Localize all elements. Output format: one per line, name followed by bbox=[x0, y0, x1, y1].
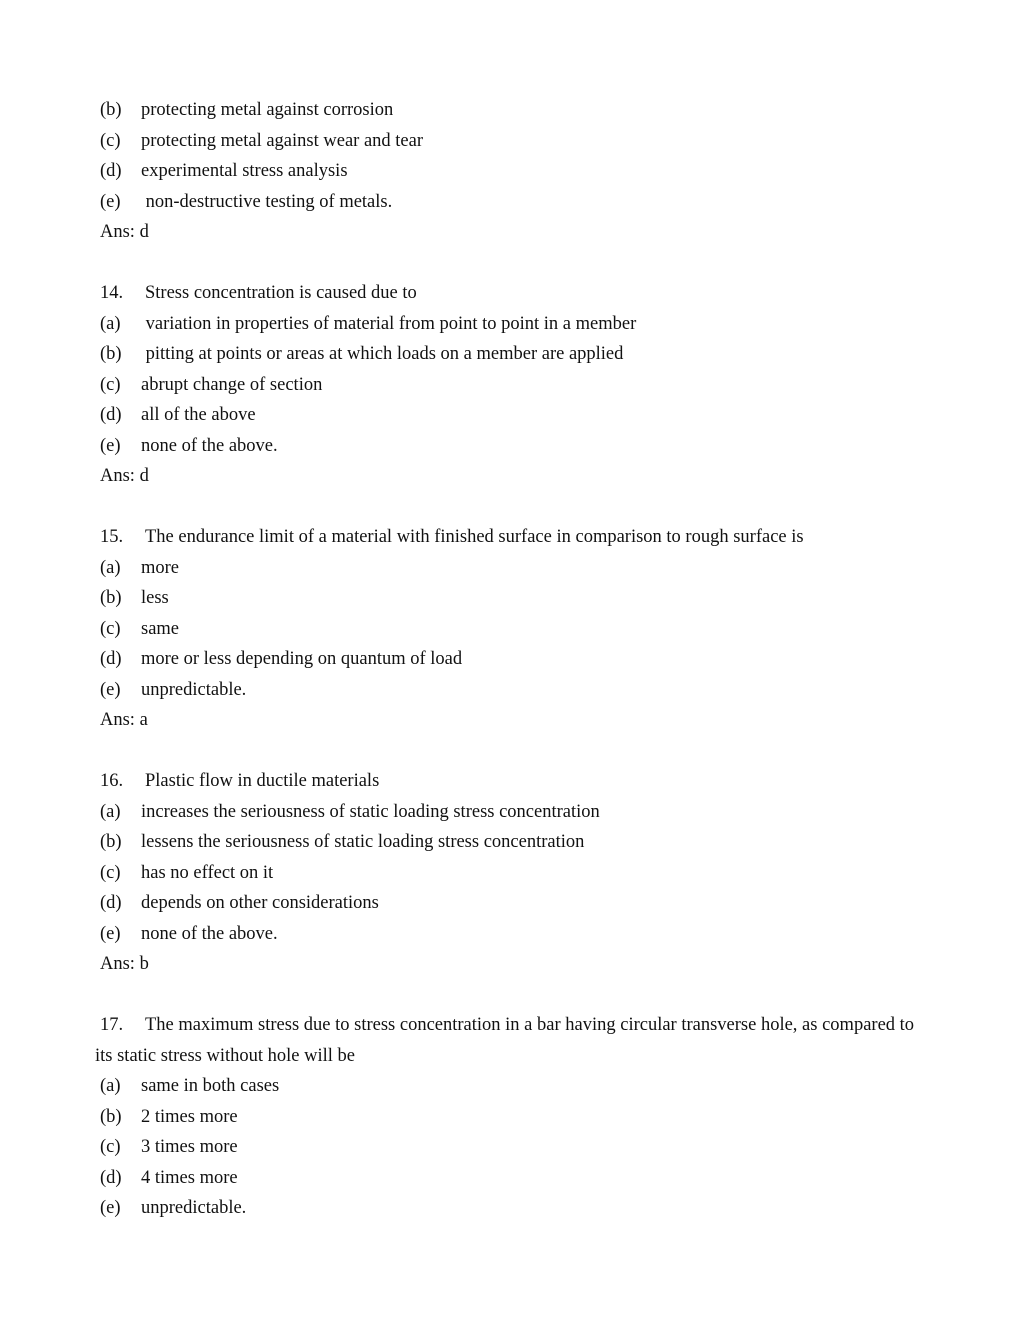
answer-option bbox=[95, 614, 925, 645]
answer-option bbox=[95, 827, 925, 858]
question-text bbox=[95, 1010, 925, 1071]
block-spacer bbox=[95, 492, 925, 523]
option-label: (d) bbox=[100, 161, 122, 181]
answer-option bbox=[95, 156, 925, 187]
answer-option bbox=[95, 187, 925, 218]
answer-key: Ans: a bbox=[100, 710, 148, 730]
option-text: protecting metal against wear and tear bbox=[141, 130, 423, 151]
answer-option bbox=[95, 1071, 925, 1102]
option-text: unpredictable. bbox=[141, 679, 247, 700]
option-label: (a) bbox=[100, 557, 121, 578]
option-text: depends on other considerations bbox=[141, 893, 379, 913]
block-spacer bbox=[95, 248, 925, 279]
option-label: (e) bbox=[100, 435, 121, 456]
option-text: same bbox=[141, 618, 180, 639]
question-block bbox=[95, 522, 925, 736]
option-text: none of the above. bbox=[141, 435, 278, 456]
answer-option bbox=[95, 1193, 925, 1224]
answer-option bbox=[95, 431, 925, 462]
option-label: (d) bbox=[100, 649, 122, 669]
block-spacer bbox=[95, 736, 925, 767]
answer-key: Ans: d bbox=[100, 466, 149, 486]
option-text: all of the above bbox=[141, 405, 256, 425]
answer-option bbox=[95, 644, 925, 675]
option-text: same in both cases bbox=[141, 1076, 280, 1096]
answer-option bbox=[95, 126, 925, 157]
question-stem: The endurance limit of a material with finished surface in comparison to rough surface is bbox=[145, 527, 804, 547]
question-block bbox=[95, 1010, 925, 1224]
option-label: (b) bbox=[100, 100, 122, 120]
answer-option bbox=[95, 309, 925, 340]
answer-option bbox=[95, 919, 925, 950]
option-label: (a) bbox=[100, 801, 121, 822]
question-number: 17. bbox=[100, 1015, 124, 1035]
option-label: (e) bbox=[100, 679, 121, 700]
question-number: 15. bbox=[100, 527, 124, 547]
answer-option bbox=[95, 370, 925, 401]
answer-option bbox=[95, 858, 925, 889]
option-label: (b) bbox=[100, 1106, 122, 1127]
option-label: (c) bbox=[100, 618, 121, 639]
question-text bbox=[95, 522, 925, 553]
question-block bbox=[95, 278, 925, 492]
question-text bbox=[95, 278, 925, 309]
option-text: non-destructive testing of metals. bbox=[141, 191, 393, 212]
option-label: (c) bbox=[100, 862, 121, 883]
option-label: (b) bbox=[100, 832, 122, 852]
document-page bbox=[95, 95, 925, 1224]
option-text: more or less depending on quantum of load bbox=[141, 649, 463, 669]
option-text: lessens the seriousness of static loading stress concentration bbox=[141, 832, 585, 852]
answer-key: Ans: b bbox=[100, 954, 149, 974]
option-label: (e) bbox=[100, 923, 121, 944]
option-label: (d) bbox=[100, 405, 122, 425]
answer-option bbox=[95, 1132, 925, 1163]
question-text bbox=[95, 766, 925, 797]
question-stem: Plastic flow in ductile materials bbox=[145, 771, 380, 791]
option-label: (d) bbox=[100, 893, 122, 913]
option-text: 2 times more bbox=[141, 1106, 238, 1127]
question-number: 16. bbox=[100, 771, 124, 791]
option-text: more bbox=[141, 557, 180, 578]
option-label: (e) bbox=[100, 1198, 121, 1218]
option-text: pitting at points or areas at which loads on a member are applied bbox=[141, 344, 624, 364]
block-spacer bbox=[95, 980, 925, 1011]
answer-option bbox=[95, 583, 925, 614]
option-text: unpredictable. bbox=[141, 1198, 247, 1218]
option-text: 4 times more bbox=[141, 1167, 238, 1188]
option-text: experimental stress analysis bbox=[141, 161, 348, 181]
option-text: protecting metal against corrosion bbox=[141, 100, 394, 120]
answer-option bbox=[95, 888, 925, 919]
option-label: (c) bbox=[100, 130, 121, 151]
answer-option bbox=[95, 797, 925, 828]
option-label: (e) bbox=[100, 191, 121, 212]
question-stem: Stress concentration is caused due to bbox=[145, 283, 417, 303]
option-label: (a) bbox=[100, 1076, 121, 1096]
answer-option bbox=[95, 1102, 925, 1133]
option-label: (b) bbox=[100, 588, 122, 608]
option-text: increases the seriousness of static loading stress concentration bbox=[141, 801, 600, 822]
option-label: (c) bbox=[100, 1137, 121, 1157]
question-block bbox=[95, 766, 925, 980]
option-label: (a) bbox=[100, 313, 121, 334]
option-text: less bbox=[141, 588, 169, 608]
question-number: 14. bbox=[100, 283, 124, 303]
option-text: abrupt change of section bbox=[141, 374, 323, 395]
question-block bbox=[95, 95, 925, 248]
answer-option bbox=[95, 339, 925, 370]
option-text: has no effect on it bbox=[141, 862, 274, 883]
option-text: variation in properties of material from point to point in a member bbox=[141, 313, 637, 334]
answer-key: Ans: d bbox=[100, 222, 149, 242]
option-label: (d) bbox=[100, 1167, 122, 1188]
answer-option bbox=[95, 553, 925, 584]
option-text: 3 times more bbox=[141, 1137, 238, 1157]
answer-option bbox=[95, 95, 925, 126]
option-label: (c) bbox=[100, 374, 121, 395]
option-label: (b) bbox=[100, 344, 122, 364]
option-text: none of the above. bbox=[141, 923, 278, 944]
question-stem: The maximum stress due to stress concentration in a bar having circular transverse hole, as compared to its static stress without hole will be bbox=[95, 1015, 915, 1066]
answer-option bbox=[95, 400, 925, 431]
answer-option bbox=[95, 1163, 925, 1194]
answer-option bbox=[95, 675, 925, 706]
